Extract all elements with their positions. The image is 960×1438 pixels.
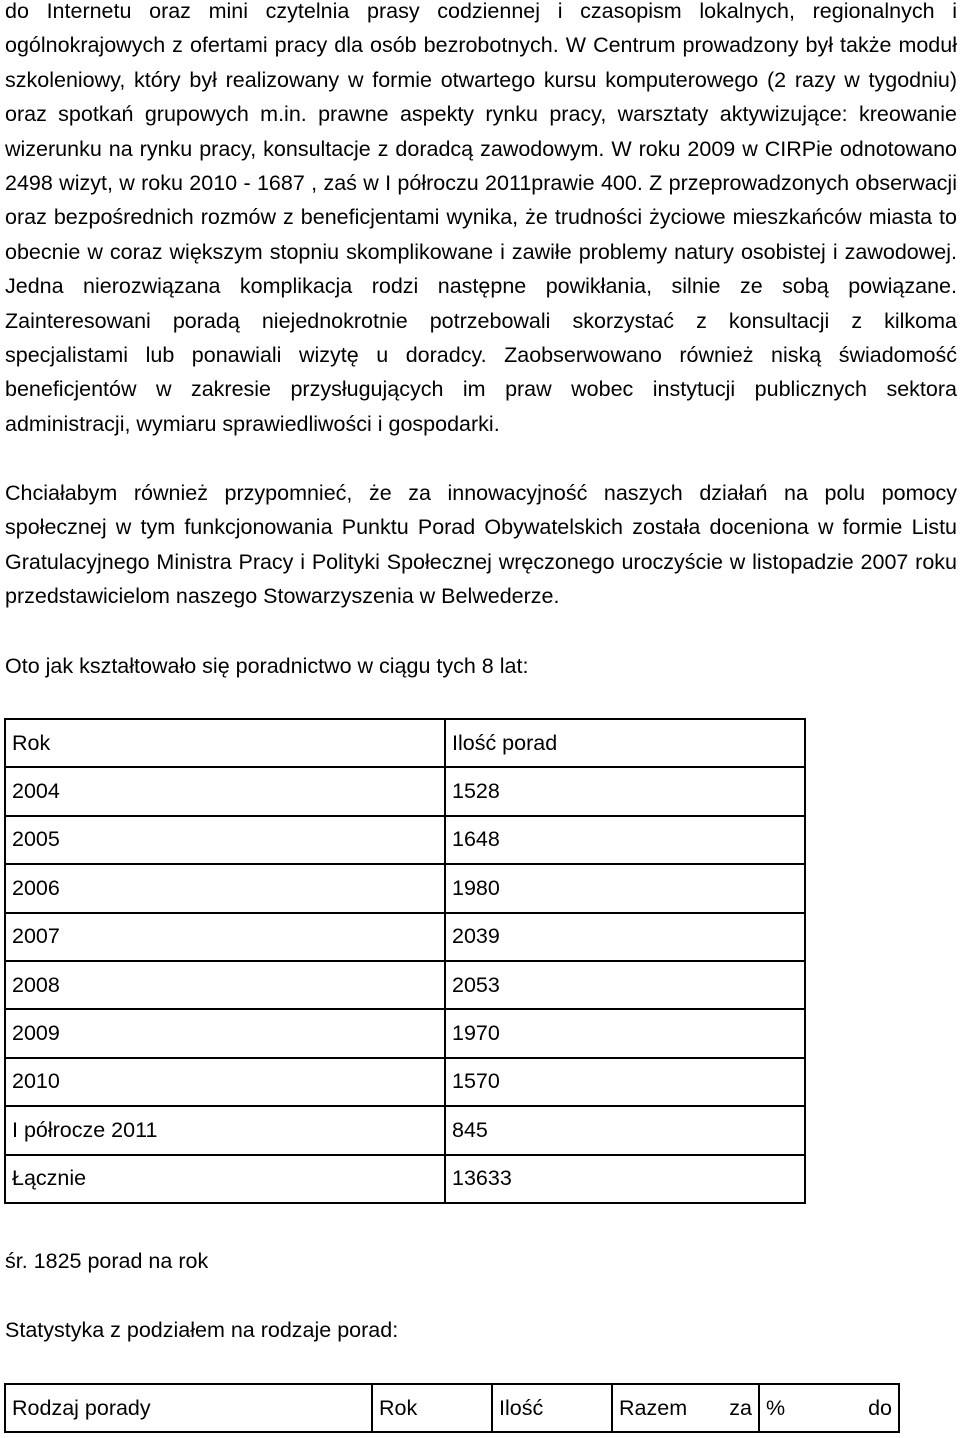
cell-count: 1980 <box>445 864 805 912</box>
cell-count: 1648 <box>445 816 805 864</box>
table-row <box>5 767 805 815</box>
cell-count: 2039 <box>445 913 805 961</box>
cell-count: 1528 <box>445 767 805 815</box>
table-row <box>5 961 805 1009</box>
table-row <box>5 1106 805 1154</box>
header-percent-to <box>759 1384 899 1432</box>
header-total-word: Razem <box>619 1395 688 1420</box>
advice-count-table <box>4 718 806 1204</box>
cell-count: 1570 <box>445 1058 805 1106</box>
table-row <box>5 864 805 912</box>
cell-year: I półrocze 2011 <box>5 1106 445 1154</box>
table-header-row <box>5 1384 899 1432</box>
table-row <box>5 1009 805 1057</box>
header-advice-type: Rodzaj porady <box>5 1384 372 1432</box>
table-row <box>5 913 805 961</box>
header-percent-sign: % <box>766 1395 786 1420</box>
table-row <box>5 1058 805 1106</box>
header-for-word: za <box>729 1395 752 1420</box>
cell-year: 2004 <box>5 767 445 815</box>
cell-total-label: Łącznie <box>5 1155 445 1203</box>
cell-year: 2010 <box>5 1058 445 1106</box>
cell-year: 2005 <box>5 816 445 864</box>
table-header-row <box>5 719 805 767</box>
body-paragraph-1: do Internetu oraz mini czytelnia prasy codziennej i czasopism lokalnych, regionalnych i ogólnokrajowych z ofertami pracy dla osób bezrobotnych. W Centrum prowadzony był także moduł szkoleniowy, który był realizowany w formie otwartego kursu komputerowego (2 razy w tygodniu) oraz spotkań grupowych m.in. prawne aspekty rynku pracy, warsztaty aktywizujące: kreowanie wizerunku na rynku pracy, konsultacje z doradcą zawodowym. W roku 2009 w CIRPie odnotowano 2498 wizyt, w roku 2010 - 1687 , zaś w I półroczu 2011prawie 400. Z przeprowadzonych obserwacji oraz bezpośrednich rozmów z beneficjentami wynika, że trudności życiowe mieszkańców miasta to obecnie w coraz większym stopniu skomplikowane i zawiłe problemy natury osobistej i zawodowej. Jedna nierozwiązana komplikacja rodzi następne powikłania, silnie ze sobą powiązane. Zainteresowani poradą niejednokrotnie potrzebowali skorzystać z konsultacji z kilkoma specjalistami lub ponawiali wizytę u doradcy. Zaobserwowano również niską świadomość beneficjentów w zakresie przysługujących im praw wobec instytucji publicznych sektora administracji, wymiaru sprawiedliwości i gospodarki. <box>5 0 957 436</box>
cell-year: 2008 <box>5 961 445 1009</box>
header-year: Rok <box>5 719 445 767</box>
header-year: Rok <box>372 1384 492 1432</box>
cell-year: 2006 <box>5 864 445 912</box>
body-paragraph-2: Chciałabym również przypomnieć, że za innowacyjność naszych działań na polu pomocy społecznej w tym funkcjonowania Punktu Porad Obywatelskich została doceniona w formie Listu Gratulacyjnego Ministra Pracy i Polityki Społecznej wręczonego uroczyście w listopadzie 2007 roku przedstawicielom naszego Stowarzyszenia w Belwederze. <box>5 481 957 609</box>
header-total-for <box>612 1384 759 1432</box>
average-note: śr. 1825 porad na rok <box>5 1249 209 1273</box>
stats-intro: Statystyka z podziałem na rodzaje porad: <box>5 1318 399 1342</box>
header-to-word: do <box>868 1395 892 1420</box>
cell-count: 845 <box>445 1106 805 1154</box>
table-row <box>5 816 805 864</box>
cell-year: 2009 <box>5 1009 445 1057</box>
cell-year: 2007 <box>5 913 445 961</box>
header-quantity: Ilość <box>492 1384 612 1432</box>
table-intro: Oto jak kształtowało się poradnictwo w ciągu tych 8 lat: <box>5 654 529 678</box>
cell-count: 1970 <box>445 1009 805 1057</box>
advice-type-table <box>4 1383 900 1433</box>
table-total-row <box>5 1155 805 1203</box>
header-count: Ilość porad <box>445 719 805 767</box>
cell-total-value: 13633 <box>445 1155 805 1203</box>
cell-count: 2053 <box>445 961 805 1009</box>
